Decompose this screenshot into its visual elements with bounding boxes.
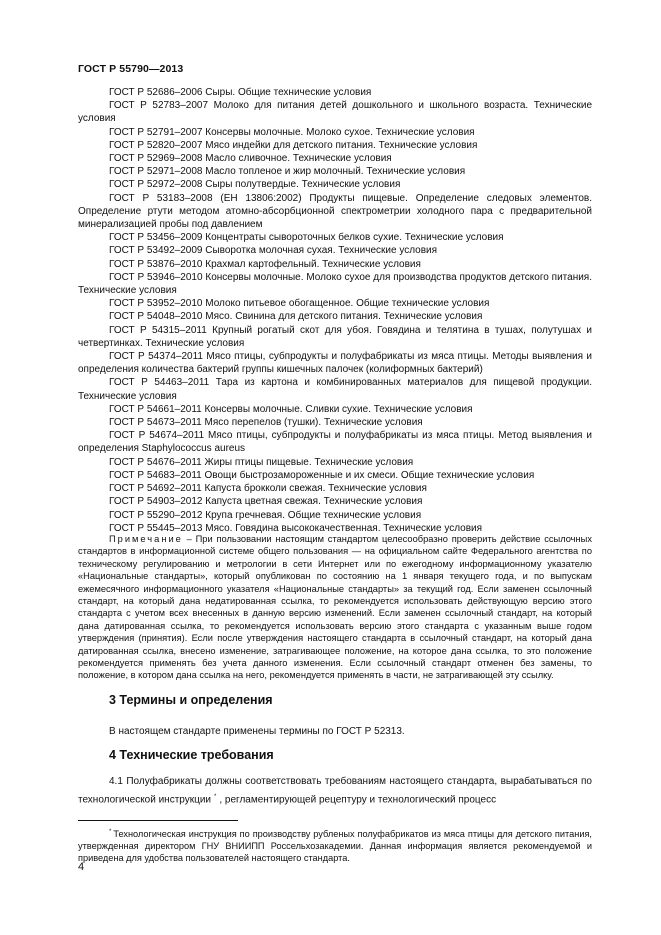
note-label: Примечание	[109, 534, 183, 544]
reference-item: ГОСТ Р 52820–2007 Мясо индейки для детского питания. Технические условия	[109, 139, 478, 151]
section-4-text-start: 4.1 Полуфабрикаты должны соответствовать требованиям настоящего стандарта, вырабатываться по технологической инструкции	[78, 776, 592, 805]
section-3-text: В настоящем стандарте применены термины по ГОСТ Р 52313.	[109, 726, 405, 737]
reference-item: ГОСТ Р 54683–2011 Овощи быстрозамороженные и их смеси. Общие технические условия	[109, 469, 535, 481]
note-paragraph	[78, 533, 592, 682]
reference-item: ГОСТ Р 53946–2010 Консервы молочные. Молоко сухое для производства продуктов детского питания. Технические условия	[78, 271, 592, 297]
page-number: 4	[78, 861, 85, 873]
reference-item: ГОСТ Р 52783–2007 Молоко для питания детей дошкольного и школьного возраста. Технические условия	[78, 100, 592, 125]
note-text: – При пользовании настоящим стандартом целесообразно проверить действие ссылочных стандартов в информационной системе общего пользования — на официальном сайте Федерального агентства по техническому регулированию и метрологии в сети Интернет или по ежегодному информационному указателю «Национальные стандарты», который опубликован по состоянию на 1 января текущего года, и по выпускам ежемесячного информационного указателя «Национальные стандарты» за текущий год. Если заменен ссылочный стандарт, на который дана недатированная ссылка, то рекомендуется использовать действующую версию этого стандарта с учетом всех внесенных в данную версию изменений. Если заменен ссылочный стандарт, на который дана датированная ссылка, то рекомендуется использовать версию этого стандарта с указанным выше годом утверждения (принятия). Если после утверждения настоящего стандарта в ссылочный стандарт, на который дана датированная ссылка, внесено изменение, затрагивающее положение, на которое дана ссылка, то это положение рекомендуется применять без учета данного изменения. Если ссылочный стандарт отменен без замены, то положение, в котором дана ссылка на него, рекомендуется применять в части, не затрагивающей эту ссылку.	[78, 534, 592, 681]
section-3-body	[78, 724, 592, 740]
reference-item: ГОСТ Р 53183–2008 (ЕН 13806:2002) Продукты пищевые. Определение следовых элементов. Определение ртути методом атомно-абсорбционной спектрометрии холодного пара с предварительной минерализацией пробы под давлением	[78, 192, 592, 231]
reference-item: ГОСТ Р 52971–2008 Масло топленое и жир молочный. Технические условия	[109, 166, 466, 178]
reference-item: ГОСТ Р 53492–2009 Сыворотка молочная сухая. Технические условия	[109, 245, 438, 257]
section-4-body	[78, 774, 592, 807]
reference-item: ГОСТ Р 55290–2012 Крупа гречневая. Общие технические условия	[109, 509, 422, 521]
section-4-text-end: , регламентирующей рецептуру и технологический процесс	[219, 793, 497, 805]
section-4-paragraph	[78, 774, 592, 807]
page-header-doc-code: ГОСТ Р 55790—2013	[78, 63, 184, 75]
reference-item: ГОСТ Р 52972–2008 Сыры полутвердые. Технические условия	[109, 179, 401, 191]
reference-item: ГОСТ Р 52686–2006 Сыры. Общие технические условия	[109, 87, 372, 98]
reference-item: ГОСТ Р 54674–2011 Мясо птицы, субпродукты и полуфабрикаты из мяса птицы. Метод выявления и определения Staphylococcus aureus	[78, 430, 592, 455]
footnote-text: Технологическая инструкция по производству рубленых полуфабрикатов из мяса птицы для детского питания, утвержденная директором ГНУ ВНИИПП Россельхозакадемии. Данная информация является рекомендуемой и приведена для удобства пользователей настоящего стандарта.	[78, 829, 592, 864]
footnote-mark: *	[109, 829, 112, 835]
reference-item: ГОСТ Р 53876–2010 Крахмал картофельный. Технические условия	[109, 258, 421, 270]
reference-item: ГОСТ Р 54692–2011 Капуста брокколи свежая. Технические условия	[109, 483, 427, 495]
footnote-divider	[78, 820, 238, 821]
normative-references-list	[78, 86, 592, 535]
reference-item: ГОСТ Р 54673–2011 Мясо перепелов (тушки). Технические условия	[109, 417, 423, 429]
reference-item: ГОСТ Р 53952–2010 Молоко питьевое обогащенное. Общие технические условия	[109, 298, 490, 310]
reference-item: ГОСТ Р 54661–2011 Консервы молочные. Сливки сухие. Технические условия	[109, 403, 473, 415]
reference-item: ГОСТ Р 54463–2011 Тара из картона и комбинированных материалов для пищевой продукции. Технические условия	[78, 377, 592, 402]
reference-item: ГОСТ Р 52969–2008 Масло сливочное. Технические условия	[109, 153, 392, 165]
footnote-reference-mark: *	[214, 793, 217, 800]
section-3-title: 3 Термины и определения	[109, 693, 273, 707]
reference-item: ГОСТ Р 54676–2011 Жиры птицы пищевые. Технические условия	[109, 456, 414, 468]
reference-item: ГОСТ Р 52791–2007 Консервы молочные. Молоко сухое. Технические условия	[109, 126, 475, 138]
reference-item: ГОСТ Р 54315–2011 Крупный рогатый скот для убоя. Говядина и телятина в тушах, полутушах и четвертинках. Технические условия	[78, 324, 592, 349]
reference-item: ГОСТ Р 54048–2010 Мясо. Свинина для детского питания. Технические условия	[109, 311, 483, 323]
section-4-title: 4 Технические требования	[109, 748, 274, 762]
reference-item: ГОСТ Р 53456–2009 Концентраты сывороточных белков сухие. Технические условия	[109, 232, 504, 244]
footnote-paragraph	[78, 826, 592, 865]
reference-item: ГОСТ Р 54903–2012 Капуста цветная свежая. Технические условия	[109, 496, 423, 508]
reference-item: ГОСТ Р 54374–2011 Мясо птицы, субпродукты и полуфабрикаты из мяса птицы. Методы выявления и определения количества бактерий группы кишечных палочек (колиформных бактерий)	[78, 351, 592, 376]
reference-item: ГОСТ Р 55445–2013 Мясо. Говядина высококачественная. Технические условия	[109, 522, 483, 534]
references-note	[78, 533, 592, 682]
footnote	[78, 826, 592, 865]
